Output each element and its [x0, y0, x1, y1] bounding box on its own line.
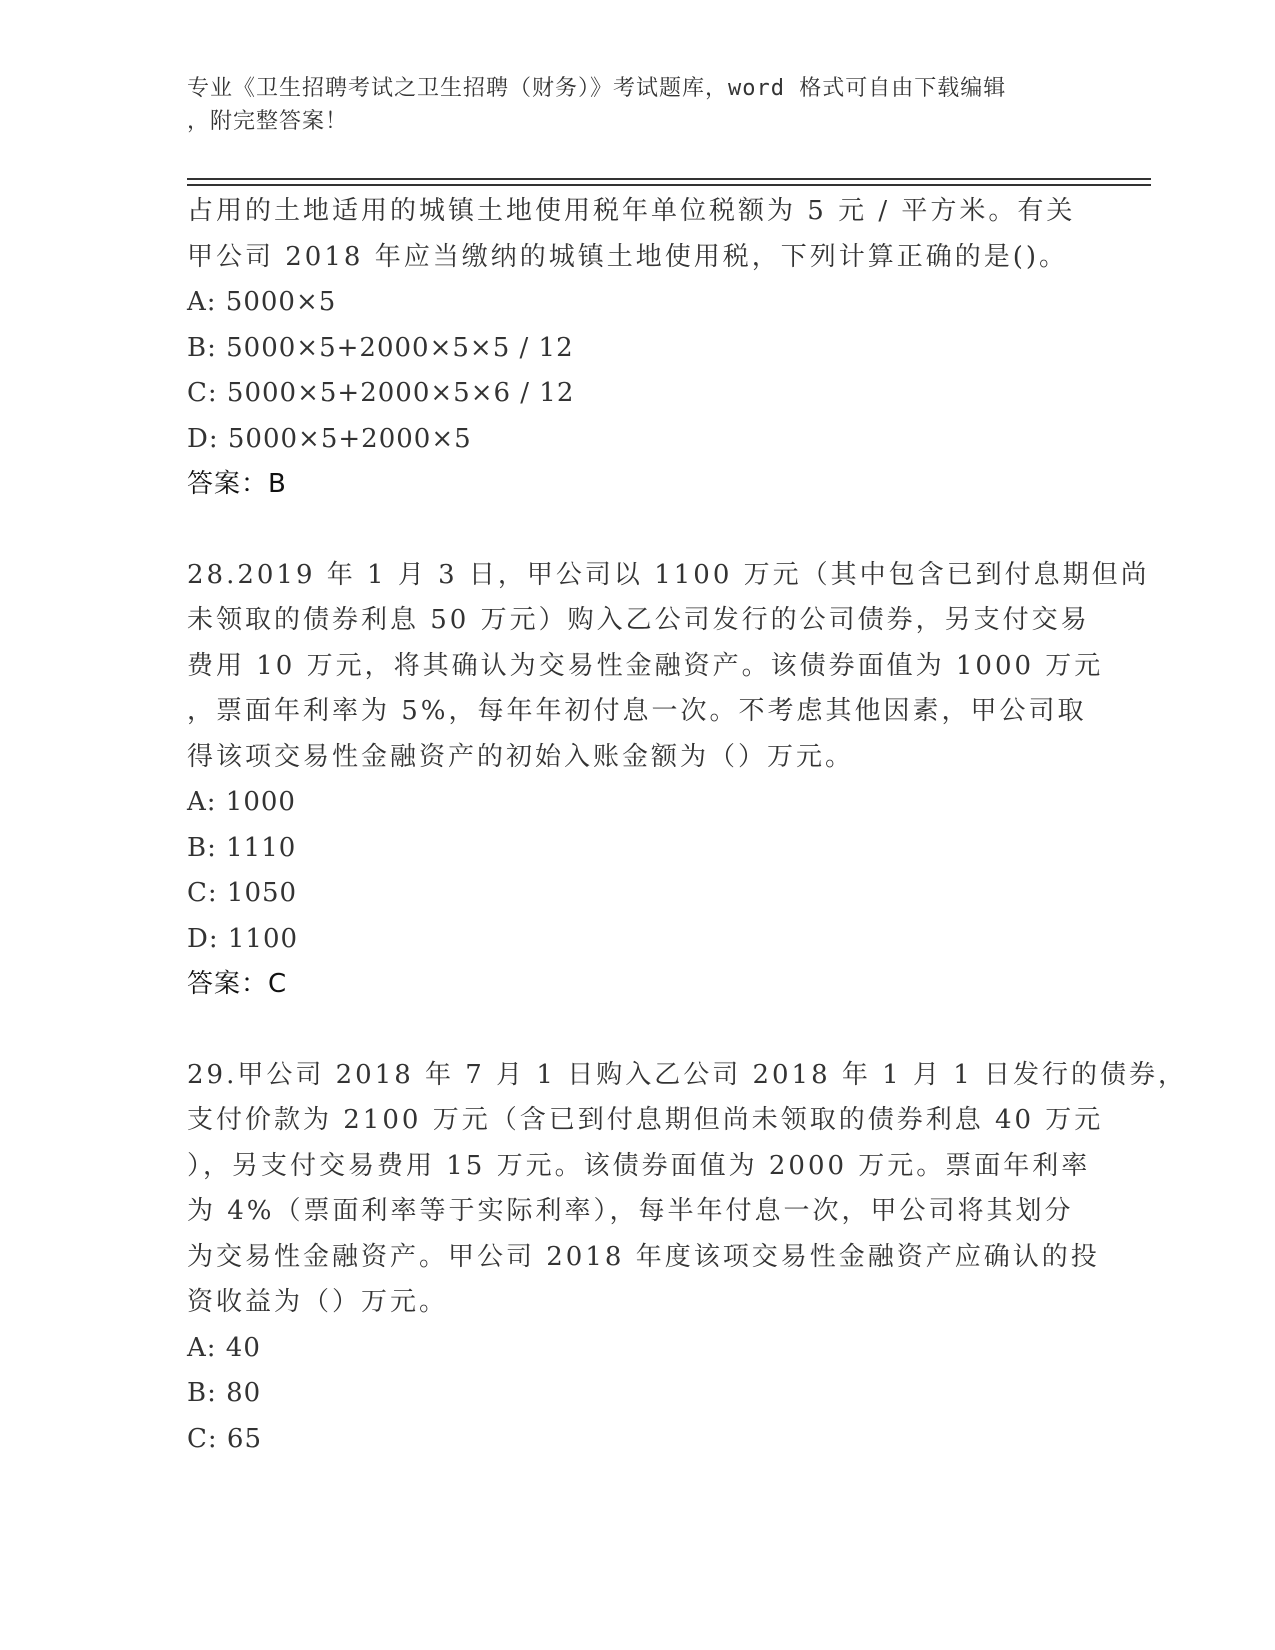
stem-line: 28.2019 年 1 月 3 日，甲公司以 1100 万元（其中包含已到付息期但尚 — [187, 559, 1150, 590]
header-line-2: ，附完整答案！ — [187, 109, 349, 134]
stem-line: 甲公司 2018 年应当缴纳的城镇土地使用税，下列计算正确的是()。 — [187, 241, 1068, 272]
option-a: A: 5000×5 — [187, 287, 337, 317]
option-d: D: 5000×5+2000×5 — [187, 423, 472, 454]
answer-label: 答案：B — [187, 469, 287, 499]
option-b: B: 5000×5+2000×5×5 / 12 — [187, 332, 574, 363]
option-list — [187, 280, 1067, 462]
stem-line: 费用 10 万元，将其确认为交易性金融资产。该债券面值为 1000 万元 — [187, 650, 1104, 681]
question-27 — [187, 189, 1076, 508]
question-list — [187, 189, 1188, 1462]
option-list — [187, 780, 1067, 962]
option-a: A: 40 — [187, 1332, 261, 1363]
option-d: D: 1100 — [187, 923, 299, 954]
question-29 — [187, 1053, 1188, 1463]
question-stem — [187, 1053, 1188, 1326]
option-c: C: 65 — [187, 1423, 263, 1454]
stem-line: 为 4%（票面利率等于实际利率），每半年付息一次，甲公司将其划分 — [187, 1196, 1074, 1226]
option-c: C: 5000×5+2000×5×6 / 12 — [187, 378, 575, 408]
stem-line: 为交易性金融资产。甲公司 2018 年度该项交易性金融资产应确认的投 — [187, 1241, 1100, 1272]
option-b: B: 80 — [187, 1378, 262, 1408]
question-stem — [187, 189, 1076, 280]
spacer — [187, 1008, 1067, 1053]
stem-line: 得该项交易性金融资产的初始入账金额为（）万元。 — [187, 741, 855, 772]
header-divider-bottom — [187, 184, 1151, 186]
spacer — [187, 508, 1067, 553]
answer-label: 答案：C — [187, 969, 288, 999]
header-divider-top — [187, 178, 1151, 180]
question-stem — [187, 553, 1150, 781]
stem-line: ，票面年利率为 5%，每年年初付息一次。不考虑其他因素，甲公司取 — [187, 696, 1087, 726]
document-header — [187, 72, 1087, 138]
option-b: B: 1110 — [187, 832, 297, 863]
stem-line: ），另支付交易费用 15 万元。该债券面值为 2000 万元。票面年利率 — [187, 1150, 1091, 1181]
option-a: A: 1000 — [187, 787, 296, 817]
stem-line: 未领取的债券利息 50 万元）购入乙公司发行的公司债券，另支付交易 — [187, 605, 1090, 635]
stem-line: 占用的土地适用的城镇土地使用税年单位税额为 5 元 / 平方米。有关 — [187, 196, 1076, 226]
option-list — [187, 1326, 1067, 1463]
question-28 — [187, 553, 1150, 1008]
option-c: C: 1050 — [187, 878, 298, 908]
stem-line: 资收益为（）万元。 — [187, 1287, 449, 1317]
stem-line: 29.甲公司 2018 年 7 月 1 日购入乙公司 2018 年 1 月 1 日发行的债券， — [187, 1059, 1188, 1090]
header-line-1: 专业《卫生招聘考试之卫生招聘（财务）》考试题库，word 格式可自由下载编辑 — [187, 76, 1007, 101]
stem-line: 支付价款为 2100 万元（含已到付息期但尚未领取的债券利息 40 万元 — [187, 1105, 1104, 1135]
